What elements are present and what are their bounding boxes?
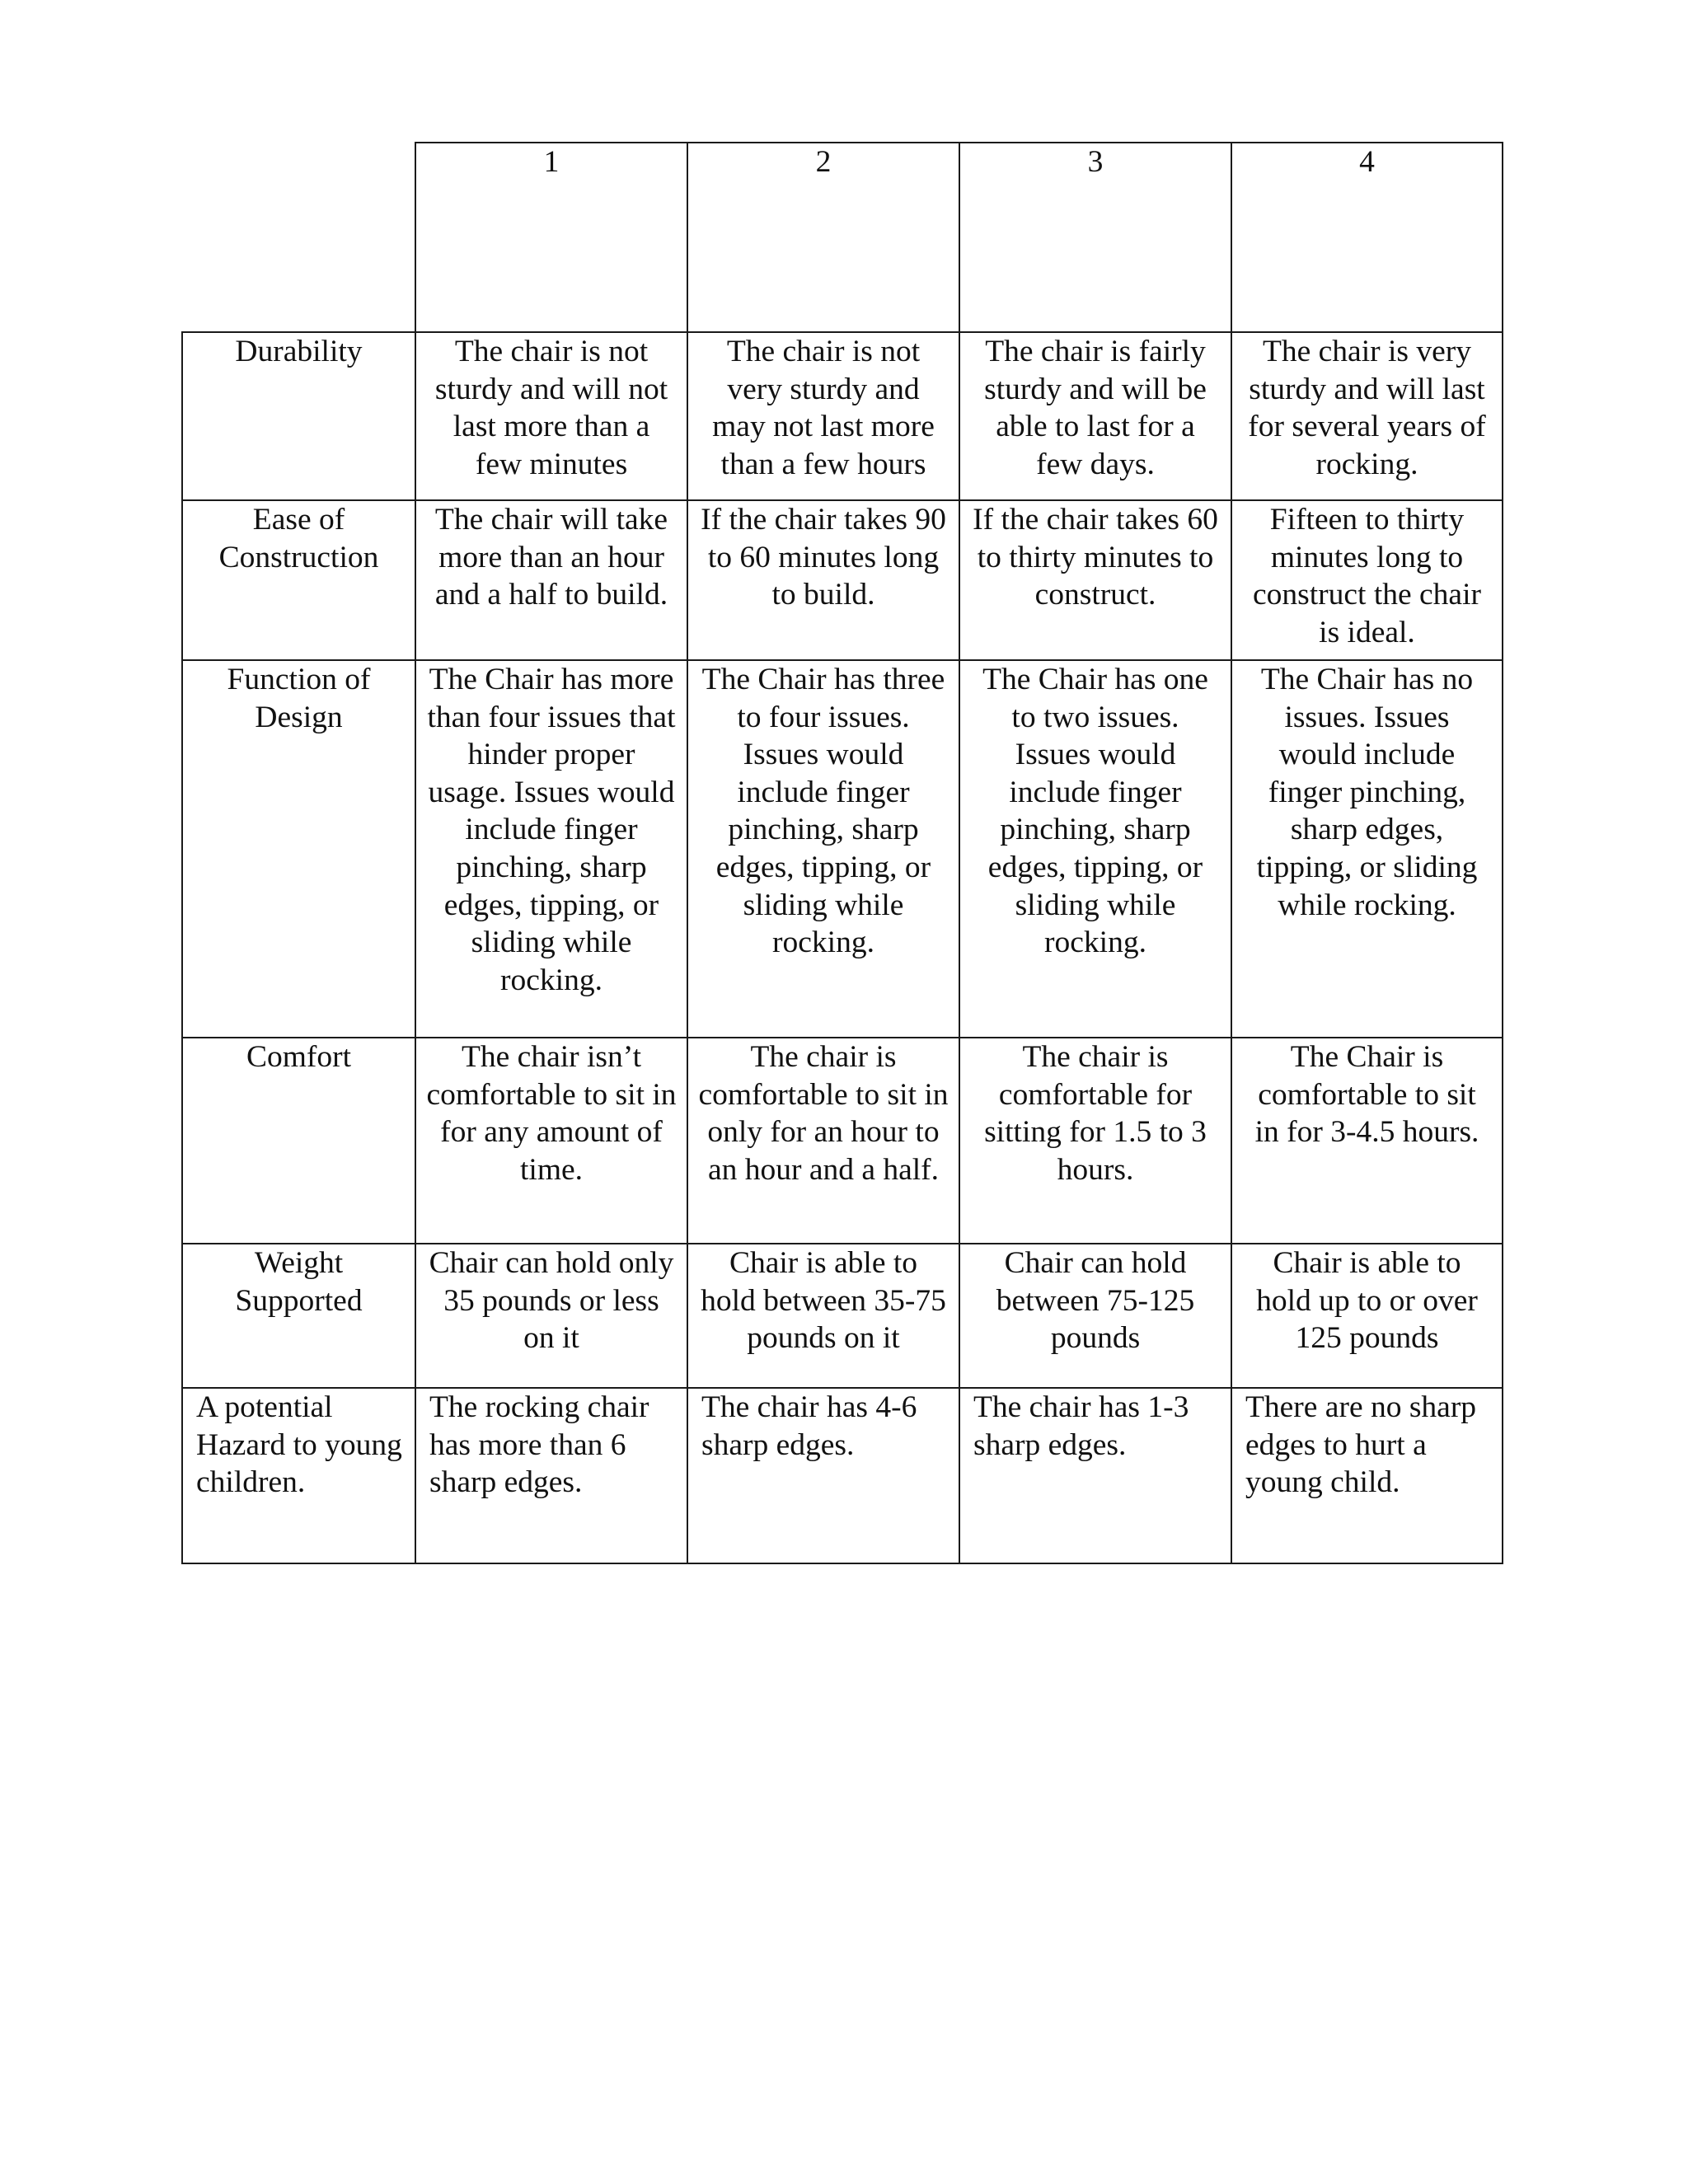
rubric-cell: The Chair has three to four issues. Issues would include finger pinching, sharp edges, tipping, or sliding while rocking. xyxy=(687,660,959,1038)
rubric-cell: The Chair is comfortable to sit in for 3-4.5 hours. xyxy=(1231,1038,1503,1244)
rubric-cell: The Chair has more than four issues that hinder proper usage. Issues would include finger pinching, sharp edges, tipping, or sliding while rocking. xyxy=(415,660,687,1038)
rubric-table xyxy=(181,142,1503,1564)
rubric-cell: Fifteen to thirty minutes long to construct the chair is ideal. xyxy=(1231,500,1503,660)
criterion-label: A potential Hazard to young children. xyxy=(182,1388,415,1563)
rubric-cell: The Chair has one to two issues. Issues would include finger pinching, sharp edges, tipping, or sliding while rocking. xyxy=(959,660,1231,1038)
rubric-cell: Chair is able to hold up to or over 125 pounds xyxy=(1231,1244,1503,1388)
level-header-4: 4 xyxy=(1231,143,1503,332)
row-weight-supported xyxy=(182,1244,1503,1388)
level-header-2: 2 xyxy=(687,143,959,332)
level-header-1: 1 xyxy=(415,143,687,332)
header-row xyxy=(182,143,1503,332)
rubric-cell: The chair is comfortable to sit in only for an hour to an hour and a half. xyxy=(687,1038,959,1244)
rubric-cell: Chair is able to hold between 35-75 pounds on it xyxy=(687,1244,959,1388)
criterion-label: Comfort xyxy=(182,1038,415,1244)
criterion-label: Function of Design xyxy=(182,660,415,1038)
criterion-label: Durability xyxy=(182,332,415,500)
rubric-cell: The chair isn’t comfortable to sit in for any amount of time. xyxy=(415,1038,687,1244)
row-durability xyxy=(182,332,1503,500)
level-header-3: 3 xyxy=(959,143,1231,332)
criterion-label: Ease of Construction xyxy=(182,500,415,660)
corner-cell xyxy=(182,143,415,332)
rubric-cell: The rocking chair has more than 6 sharp edges. xyxy=(415,1388,687,1563)
criterion-label: Weight Supported xyxy=(182,1244,415,1388)
row-function-of-design xyxy=(182,660,1503,1038)
rubric-cell: Chair can hold only 35 pounds or less on it xyxy=(415,1244,687,1388)
row-comfort xyxy=(182,1038,1503,1244)
rubric-cell: The chair has 1-3 sharp edges. xyxy=(959,1388,1231,1563)
rubric-cell: The Chair has no issues. Issues would include finger pinching, sharp edges, tipping, or sliding while rocking. xyxy=(1231,660,1503,1038)
rubric-cell: There are no sharp edges to hurt a young child. xyxy=(1231,1388,1503,1563)
row-ease-of-construction xyxy=(182,500,1503,660)
rubric-cell: The chair is very sturdy and will last for several years of rocking. xyxy=(1231,332,1503,500)
rubric-cell: The chair is not very sturdy and may not last more than a few hours xyxy=(687,332,959,500)
row-hazard-to-children xyxy=(182,1388,1503,1563)
rubric-cell: The chair will take more than an hour and a half to build. xyxy=(415,500,687,660)
rubric-cell: The chair is fairly sturdy and will be able to last for a few days. xyxy=(959,332,1231,500)
rubric-cell: If the chair takes 60 to thirty minutes to construct. xyxy=(959,500,1231,660)
rubric-cell: The chair is comfortable for sitting for 1.5 to 3 hours. xyxy=(959,1038,1231,1244)
rubric-cell: If the chair takes 90 to 60 minutes long to build. xyxy=(687,500,959,660)
rubric-cell: The chair has 4-6 sharp edges. xyxy=(687,1388,959,1563)
rubric-cell: Chair can hold between 75-125 pounds xyxy=(959,1244,1231,1388)
rubric-cell: The chair is not sturdy and will not last more than a few minutes xyxy=(415,332,687,500)
